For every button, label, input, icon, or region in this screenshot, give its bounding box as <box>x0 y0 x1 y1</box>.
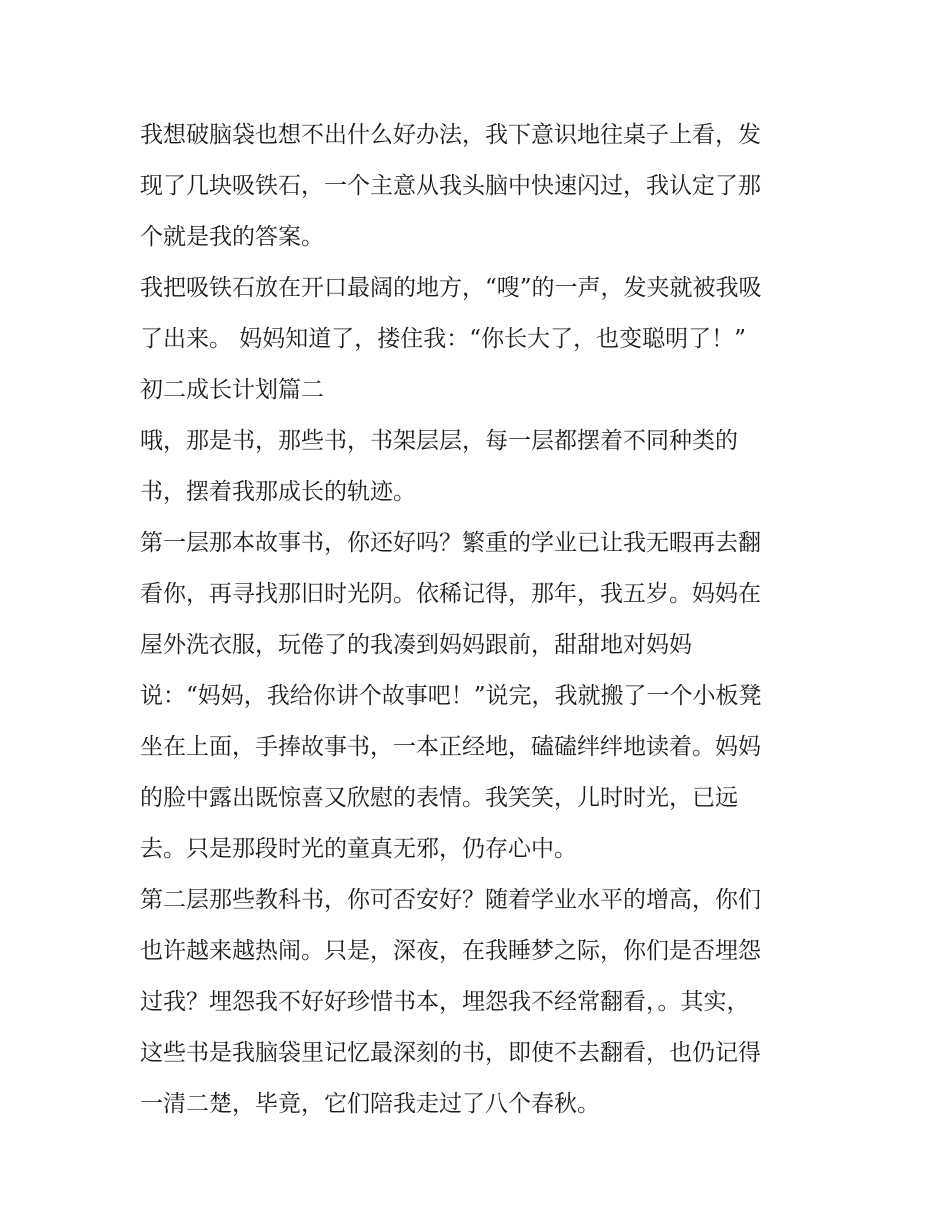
text-line: 了出来。 妈妈知道了，搂住我：“你长大了，也变聪明了！” <box>140 326 746 352</box>
text-line: 过我？埋怨我不好好珍惜书本，埋怨我不经常翻看，。其实， <box>140 989 750 1015</box>
text-line: 我想破脑袋也想不出什么好办法，我下意识地往桌子上看，发 <box>140 122 761 148</box>
text-line: 我把吸铁石放在开口最阔的地方，“嗖”的一声，发夹就被我吸 <box>140 275 762 301</box>
text-line: 也许越来越热闹。只是，深夜，在我睡梦之际，你们是否埋怨 <box>140 938 761 964</box>
text-line: 看你，再寻找那旧时光阴。依稀记得，那年，我五岁。妈妈在 <box>140 581 761 607</box>
document-body <box>140 110 820 1130</box>
text-line: 第一层那本故事书，你还好吗？繁重的学业已让我无暇再去翻 <box>140 530 761 556</box>
text-line: 现了几块吸铁石，一个主意从我头脑中快速闪过，我认定了那 <box>140 173 761 199</box>
text-line: 说：“妈妈，我给你讲个故事吧！”说完，我就搬了一个小板凳 <box>140 683 762 709</box>
text-line: 的脸中露出既惊喜又欣慰的表情。我笑笑，儿时时光，已远 <box>140 785 738 811</box>
text-line: 第二层那些教科书，你可否安好？随着学业水平的增高，你们 <box>140 887 761 913</box>
text-line: 一清二楚，毕竟，它们陪我走过了八个春秋。 <box>140 1091 600 1117</box>
text-line: 屋外洗衣服，玩倦了的我凑到妈妈跟前，甜甜地对妈妈 <box>140 632 692 658</box>
text-line: 去。只是那段时光的童真无邪，仍存心中。 <box>140 836 577 862</box>
text-line: 书，摆着我那成长的轨迹。 <box>140 479 416 505</box>
section-heading: 初二成长计划篇二 <box>140 377 324 403</box>
text-line: 个就是我的答案。 <box>140 224 324 250</box>
text-line: 哦，那是书，那些书，书架层层，每一层都摆着不同种类的 <box>140 428 738 454</box>
text-line: 这些书是我脑袋里记忆最深刻的书，即使不去翻看，也仍记得 <box>140 1040 761 1066</box>
text-line: 坐在上面，手捧故事书，一本正经地，磕磕绊绊地读着。妈妈 <box>140 734 761 760</box>
